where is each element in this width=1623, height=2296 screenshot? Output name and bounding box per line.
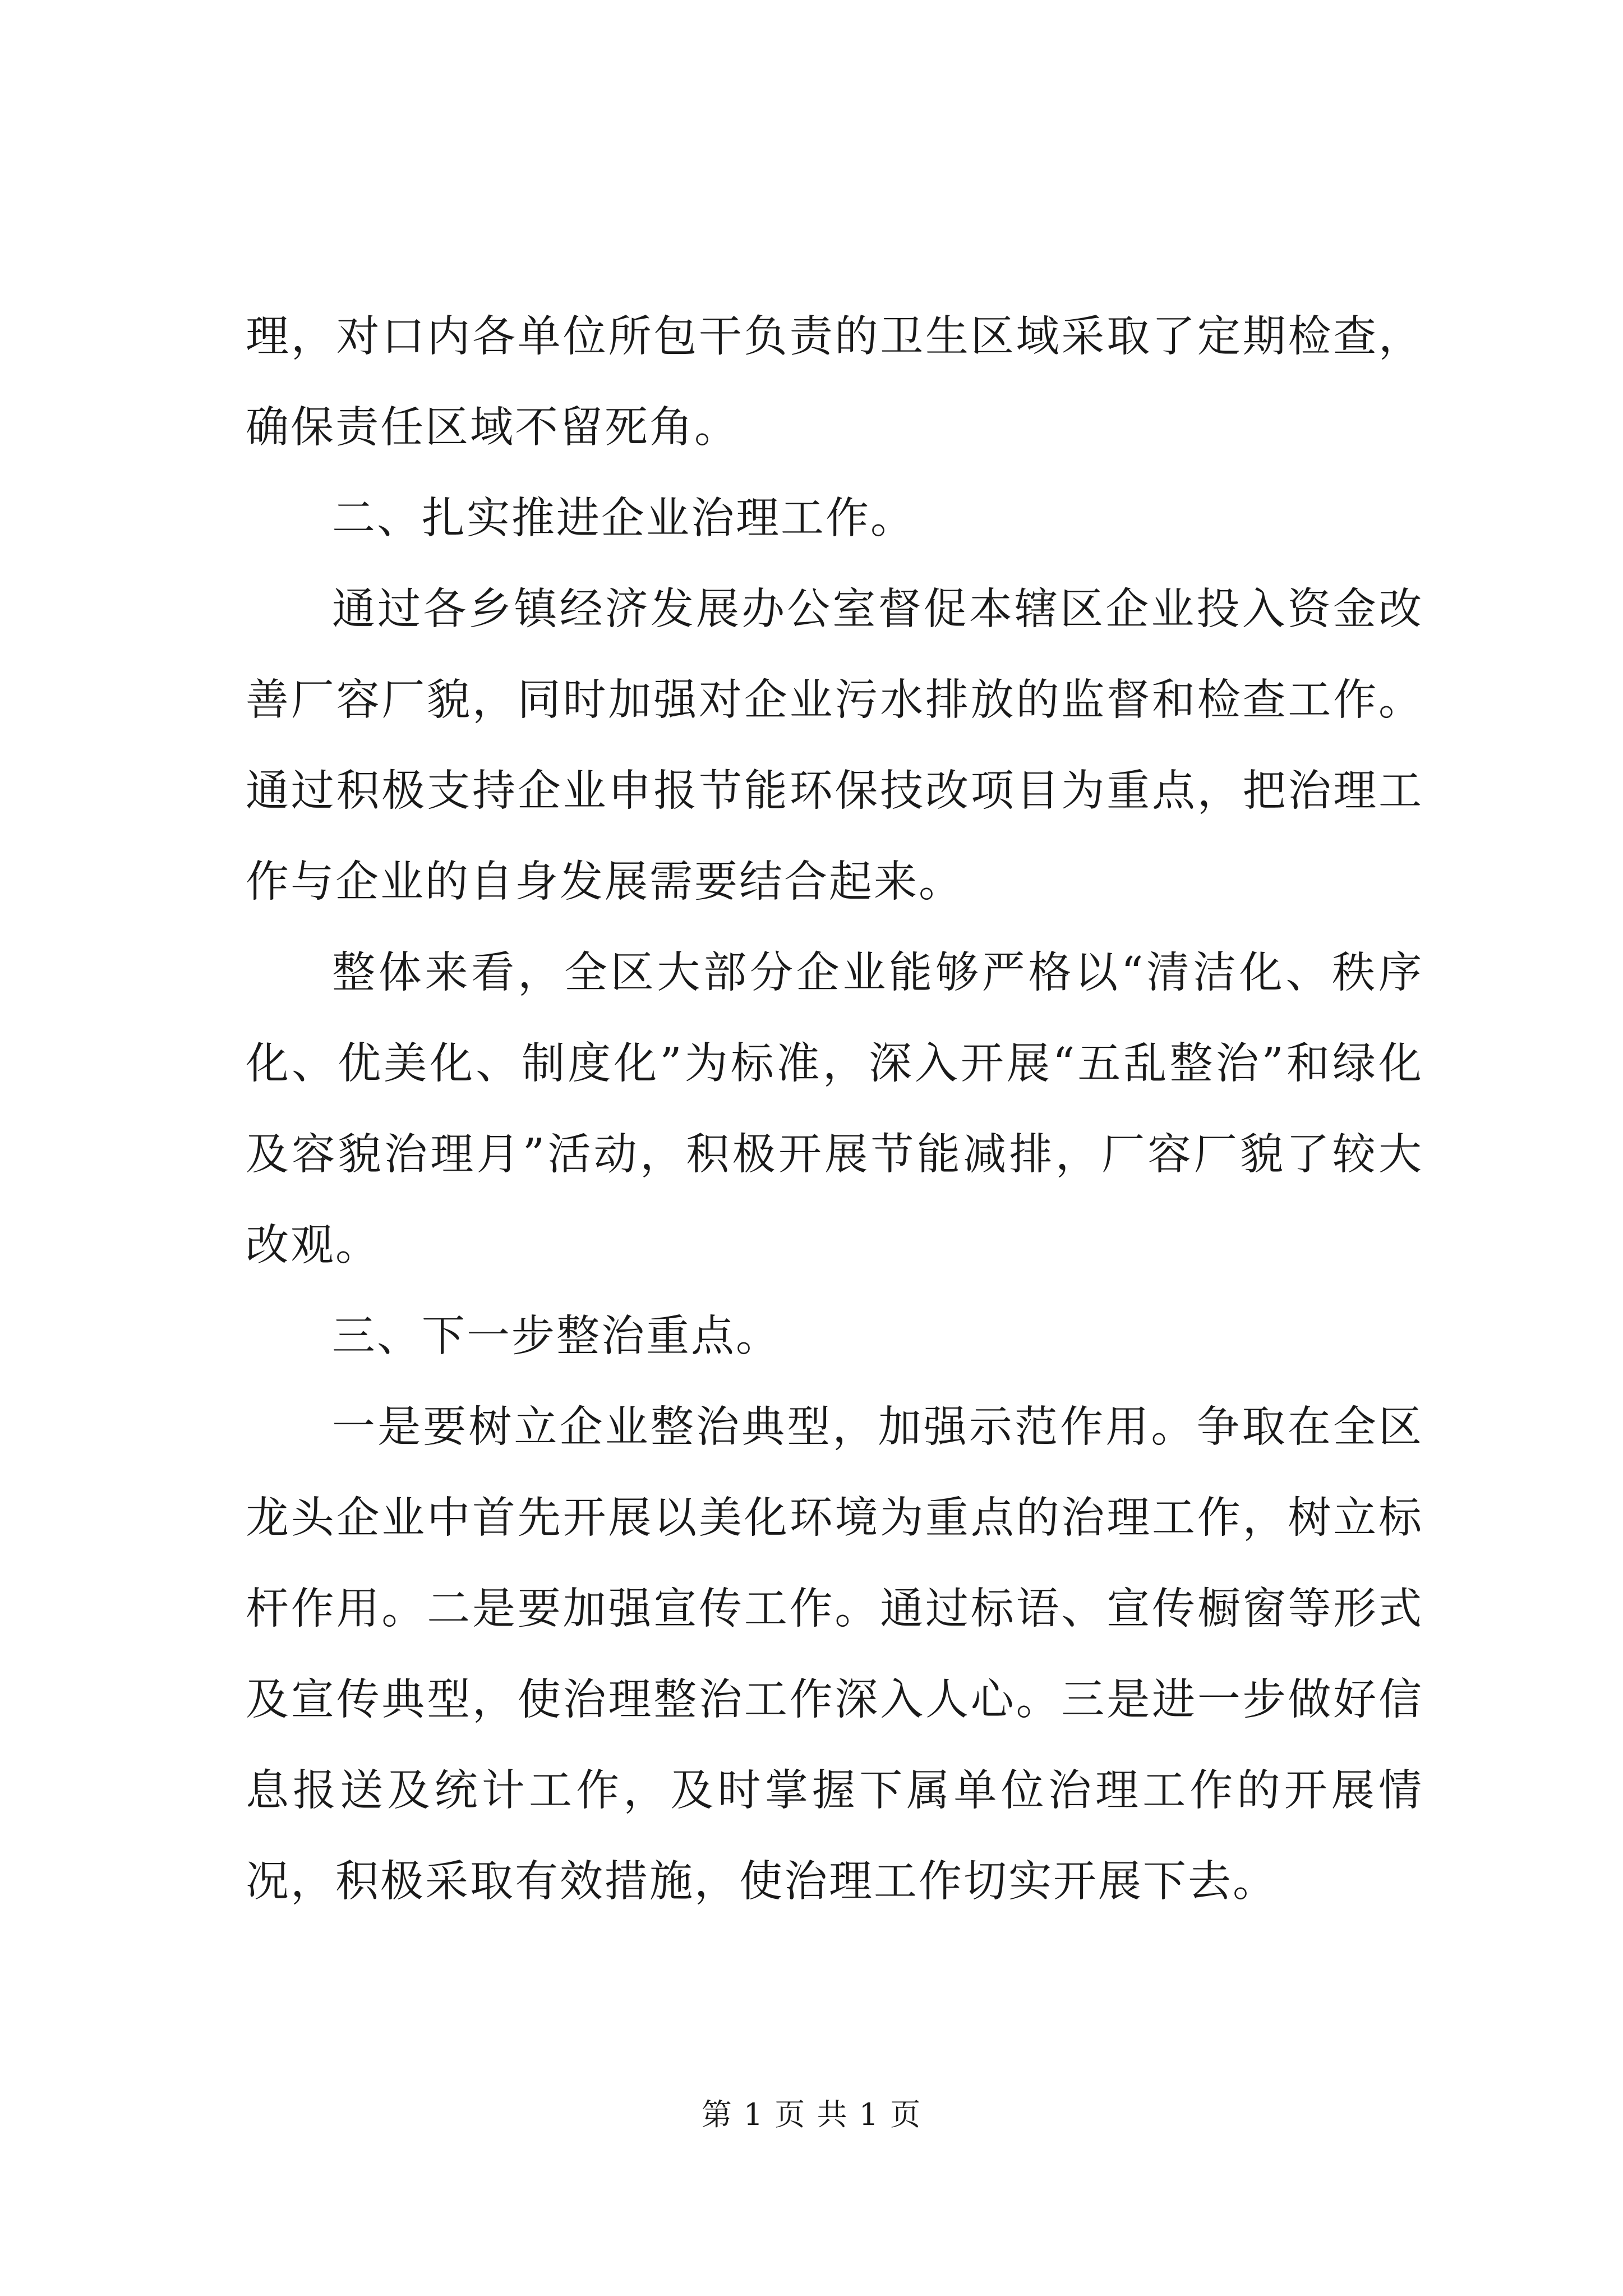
paragraph-next-steps: 一是要树立企业整治典型，加强示范作用。争取在全区龙头企业中首先开展以美化环境为重点的治理工作，树立标杆作用。二是要加强宣传工作。通过标语、宣传橱窗等形式及宣传典型，使治理整治工作深入人心。三是进一步做好信息报送及统计工作，及时掌握下属单位治理工作的开展情况，积极采取有效措施，使治理工作切实开展下去。 [246, 1402, 1423, 1907]
paragraph-overall-review: 整体来看，全区大部分企业能够严格以“清洁化、秩序化、优美化、制度化”为标准，深入开展“五乱整治”和绿化及容貌治理月”活动，积极开展节能减排，厂容厂貌了较大改观。 [246, 948, 1423, 1271]
section-heading-3: 三、下一步整治重点。 [332, 1312, 781, 1361]
page-footer: 第 1 页 共 1 页 [701, 2097, 922, 2132]
document-body [246, 292, 1423, 1927]
paragraph-enterprise-governance: 通过各乡镇经济发展办公室督促本辖区企业投入资金改善厂容厂貌，同时加强对企业污水排放的监督和检查工作。通过积极支持企业申报节能环保技改项目为重点，把治理工作与企业的自身发展需要结合起来。 [246, 585, 1423, 907]
paragraph-continuation: 理，对口内各单位所包干负责的卫生区域采取了定期检查，确保责任区域不留死角。 [246, 312, 1423, 453]
section-heading-2: 二、扎实推进企业治理工作。 [332, 494, 915, 544]
